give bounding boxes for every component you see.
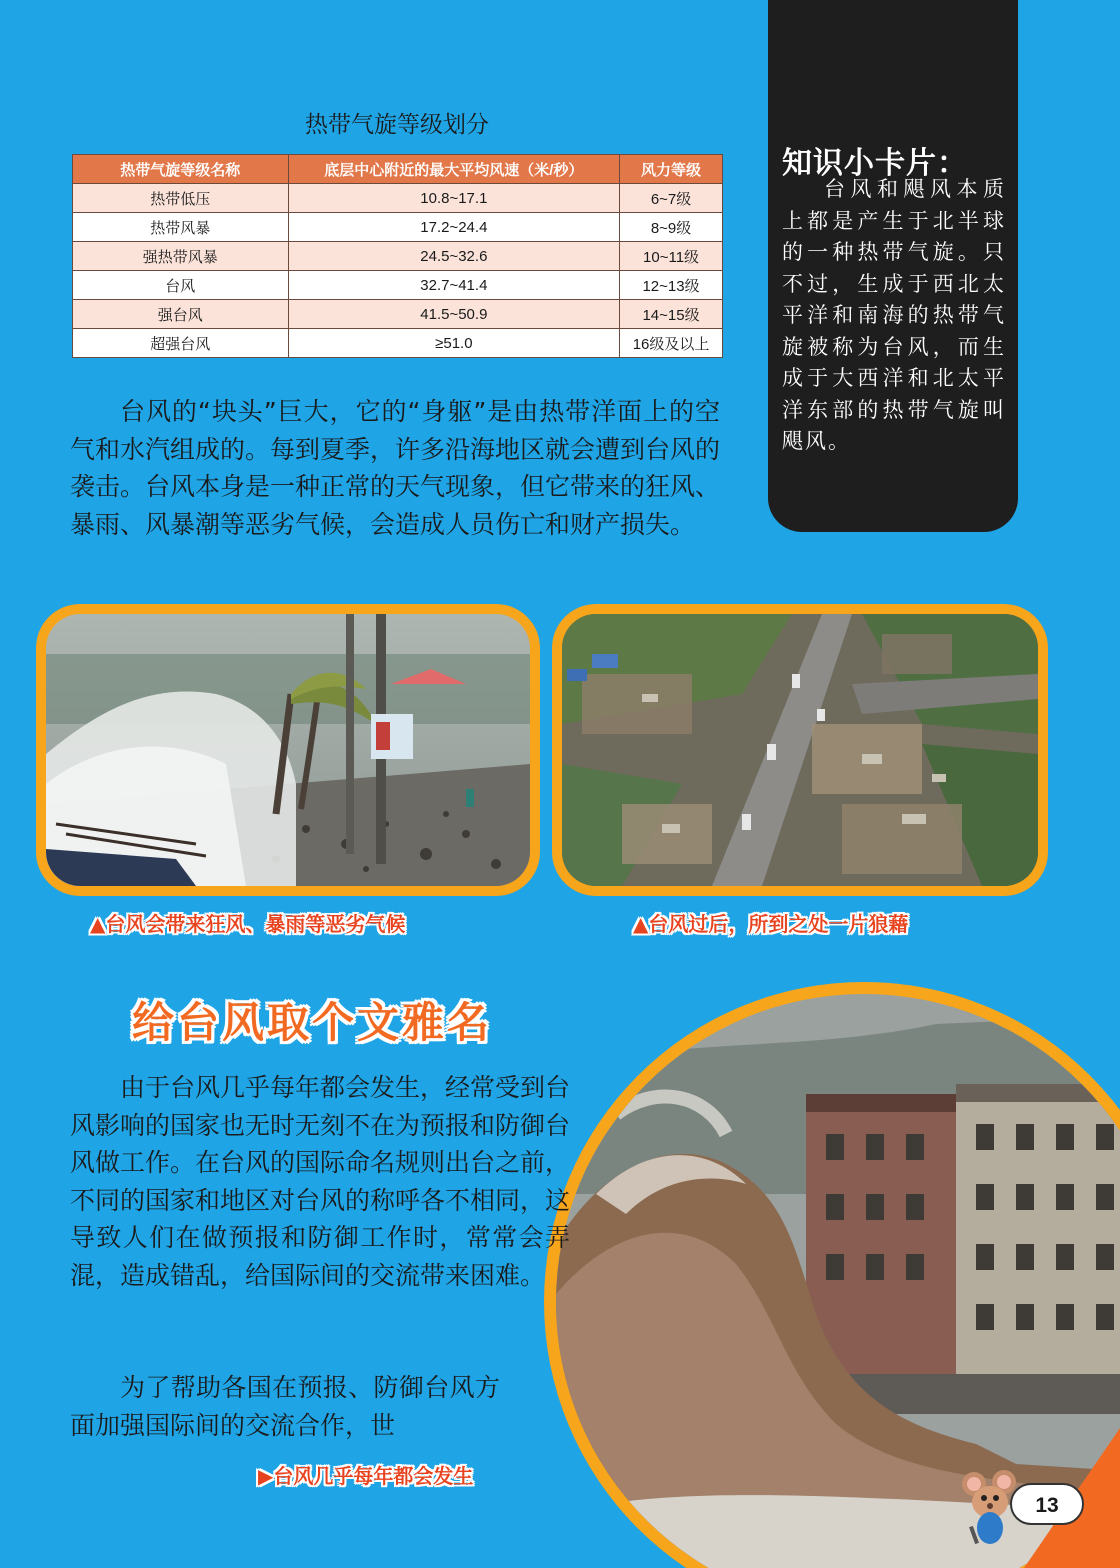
section-heading: 给台风取个文雅名 xyxy=(132,998,493,1047)
table-row xyxy=(73,213,723,242)
table-header-cell: 热带气旋等级名称 xyxy=(73,155,289,184)
table-cell: 强热带风暴 xyxy=(73,242,289,271)
knowledge-card-title: 知识小卡片： xyxy=(782,146,968,181)
page-number: 13 xyxy=(1010,1483,1084,1525)
table-cell: 10.8~17.1 xyxy=(288,184,619,213)
table-cell: 强台风 xyxy=(73,300,289,329)
naming-paragraph-text: 由于台风几乎每年都会发生，经常受到台风影响的国家也无时无刻不在为预报和防御台风做工作。在台风的国际命名规则出台之前，不同的国家和地区对台风的称呼各不相同，这导致人们在做预报和防御工作时，常常会弄混，造成错乱，给国际间的交流带来困难。 xyxy=(70,1073,571,1290)
aftermath-aerial-photo xyxy=(562,614,1038,886)
table-cell: 17.2~24.4 xyxy=(288,213,619,242)
table-cell: 24.5~32.6 xyxy=(288,242,619,271)
surge-photo-caption: ▶台风几乎每年都会发生 xyxy=(258,1464,474,1488)
cyclone-grade-table xyxy=(72,154,723,358)
table-cell: 6~7级 xyxy=(620,184,723,213)
table-cell: 热带风暴 xyxy=(73,213,289,242)
naming-paragraph xyxy=(70,1069,570,1294)
table-header-cell: 底层中心附近的最大平均风速（米/秒） xyxy=(288,155,619,184)
table-cell: 41.5~50.9 xyxy=(288,300,619,329)
storm-photo-frame xyxy=(36,604,540,896)
table-cell: 8~9级 xyxy=(620,213,723,242)
table-row xyxy=(73,329,723,358)
cooperation-paragraph xyxy=(70,1369,500,1444)
table-row xyxy=(73,271,723,300)
table-cell: 12~13级 xyxy=(620,271,723,300)
intro-paragraph xyxy=(70,393,720,543)
table-cell: 16级及以上 xyxy=(620,329,723,358)
table-cell: 台风 xyxy=(73,271,289,300)
knowledge-card-body xyxy=(782,174,1006,458)
damage-photo-frame xyxy=(552,604,1048,896)
table-header-row xyxy=(73,155,723,184)
table-header-cell: 风力等级 xyxy=(620,155,723,184)
storm-seafront-photo xyxy=(46,614,530,886)
table-cell: 热带低压 xyxy=(73,184,289,213)
table-cell: 14~15级 xyxy=(620,300,723,329)
table-row xyxy=(73,300,723,329)
intro-paragraph-text: 台风的“块头”巨大，它的“身躯”是由热带洋面上的空气和水汽组成的。每到夏季，许多沿海地区就会遭到台风的袭击。台风本身是一种正常的天气现象，但它带来的狂风、暴雨、风暴潮等恶劣气候，会造成人员伤亡和财产损失。 xyxy=(70,397,721,539)
cooperation-paragraph-text: 为了帮助各国在预报、防御台风方面加强国际间的交流合作，世 xyxy=(70,1373,500,1440)
table-title: 热带气旋等级划分 xyxy=(305,112,489,138)
table-cell: 32.7~41.4 xyxy=(288,271,619,300)
damage-photo-caption: ▲台风过后，所到之处一片狼藉 xyxy=(633,912,909,936)
knowledge-card-text: 台风和飓风本质上都是产生于北半球的一种热带气旋。只不过，生成于西北太平洋和南海的热带气旋被称为台风，而生成于大西洋和北太平洋东部的热带气旋叫飓风。 xyxy=(782,177,1006,453)
table-cell: 10~11级 xyxy=(620,242,723,271)
knowledge-card xyxy=(768,0,1018,532)
table-cell: 超强台风 xyxy=(73,329,289,358)
storm-photo-caption: ▲台风会带来狂风、暴雨等恶劣气候 xyxy=(90,912,406,936)
table-row xyxy=(73,242,723,271)
table-cell: ≥51.0 xyxy=(288,329,619,358)
table-row xyxy=(73,184,723,213)
